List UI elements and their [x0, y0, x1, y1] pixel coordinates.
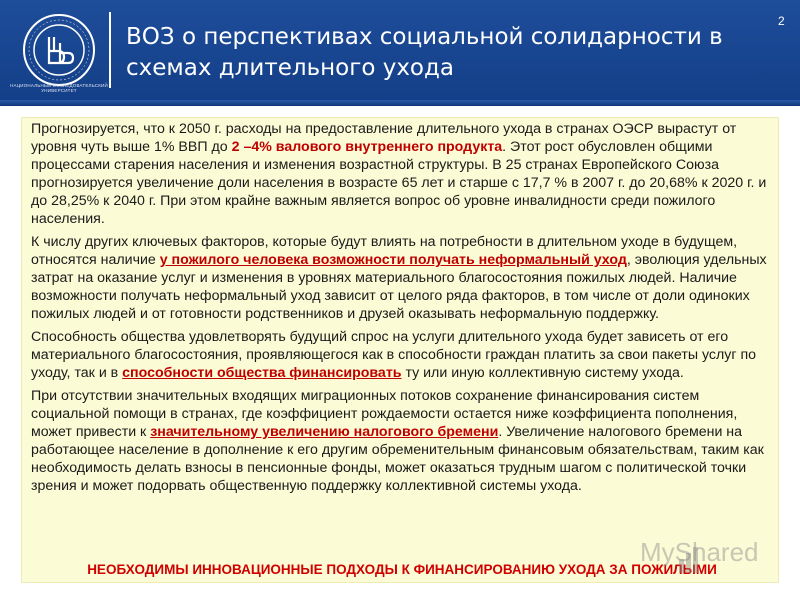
page-number: 2 [778, 14, 785, 28]
highlight-gdp: 2 –4% валового внутреннего продукта [231, 139, 503, 155]
paragraph-3: Способность общества удовлетворять будущий спрос на услуги длительного ухода будет зависеть от его материального благосостояния, проявляющегося как в способности граждан платить за свои пакеты услуг по уходу, так и в способности общества финансировать ту или иную коллективную систему ухода. [31, 329, 757, 381]
paragraph-2: К числу других ключевых факторов, которые будут влиять на потребности в длительном уходе в будущем, относятся наличие у пожилого человека возможности получать неформальный уход, эволюция удельных затрат на оказание услуг и изменения в уровнях материального благосостояния пожилых людей. Наличие возможности получать неформальный уход зависит от целого ряда факторов, в том числе от доли одиноких пожилых людей и от готовности родственников и друзей оказывать неформальную поддержку. [31, 234, 767, 322]
paragraph-1: Прогнозируется, что к 2050 г. расходы на предоставление длительного ухода в странах ОЭСР вырастут от уровня чуть выше 1% ВВП до 2 –4% валового внутреннего продукта. Этот рост обусловлен общими процессами старения населения и изменения возрастной структуры. В 25 странах Европейского Союза прогнозируется увеличение доли населения в возрасте 65 лет и старше с 17,7 % в 2007 г. до 20,68% к 2020 г. и до 28,25% к 2040 г. При этом крайне важным является вопрос об уровне инвалидности среди пожилого населения. [31, 121, 767, 227]
highlight-financing: способности общества финансировать [122, 365, 402, 381]
header-divider [109, 12, 111, 88]
header-underline [0, 100, 800, 106]
conclusion-banner: НЕОБХОДИМЫ ИННОВАЦИОННЫЕ ПОДХОДЫ К ФИНАНСИРОВАНИЮ УХОДА ЗА ПОЖИЛЫМИ [87, 562, 717, 577]
content-text [31, 120, 773, 500]
highlight-informal-care: у пожилого человека возможности получать неформальный уход [159, 252, 627, 268]
university-logo-icon [22, 13, 96, 87]
watermark-text: MyShared [640, 537, 759, 567]
highlight-tax-burden: значительному увеличению налогового бремени [150, 424, 499, 440]
slide-title: ВОЗ о перспективах социальной солидарности в схемах длительного ухода [126, 24, 723, 81]
paragraph-4: При отсутствии значительных входящих миграционных потоков сохранение финансирования систем социальной помощи в странах, где коэффициент рождаемости остается ниже коэффициента пополнения, может привести к значительному увеличению налогового бремени. Увеличение налогового бремени на работающее население в дополнение к его другим обременительным финансовым обязательствам, таким как необходимость делать взносы в пенсионные фонды, может оказаться трудным шагом с политической точки зрения и может подорвать общественную поддержку коллективной системы ухода. [31, 388, 764, 494]
logo-caption: НАЦИОНАЛЬНЫЙ ИССЛЕДОВАТЕЛЬСКИЙ УНИВЕРСИТЕТ [10, 83, 108, 93]
